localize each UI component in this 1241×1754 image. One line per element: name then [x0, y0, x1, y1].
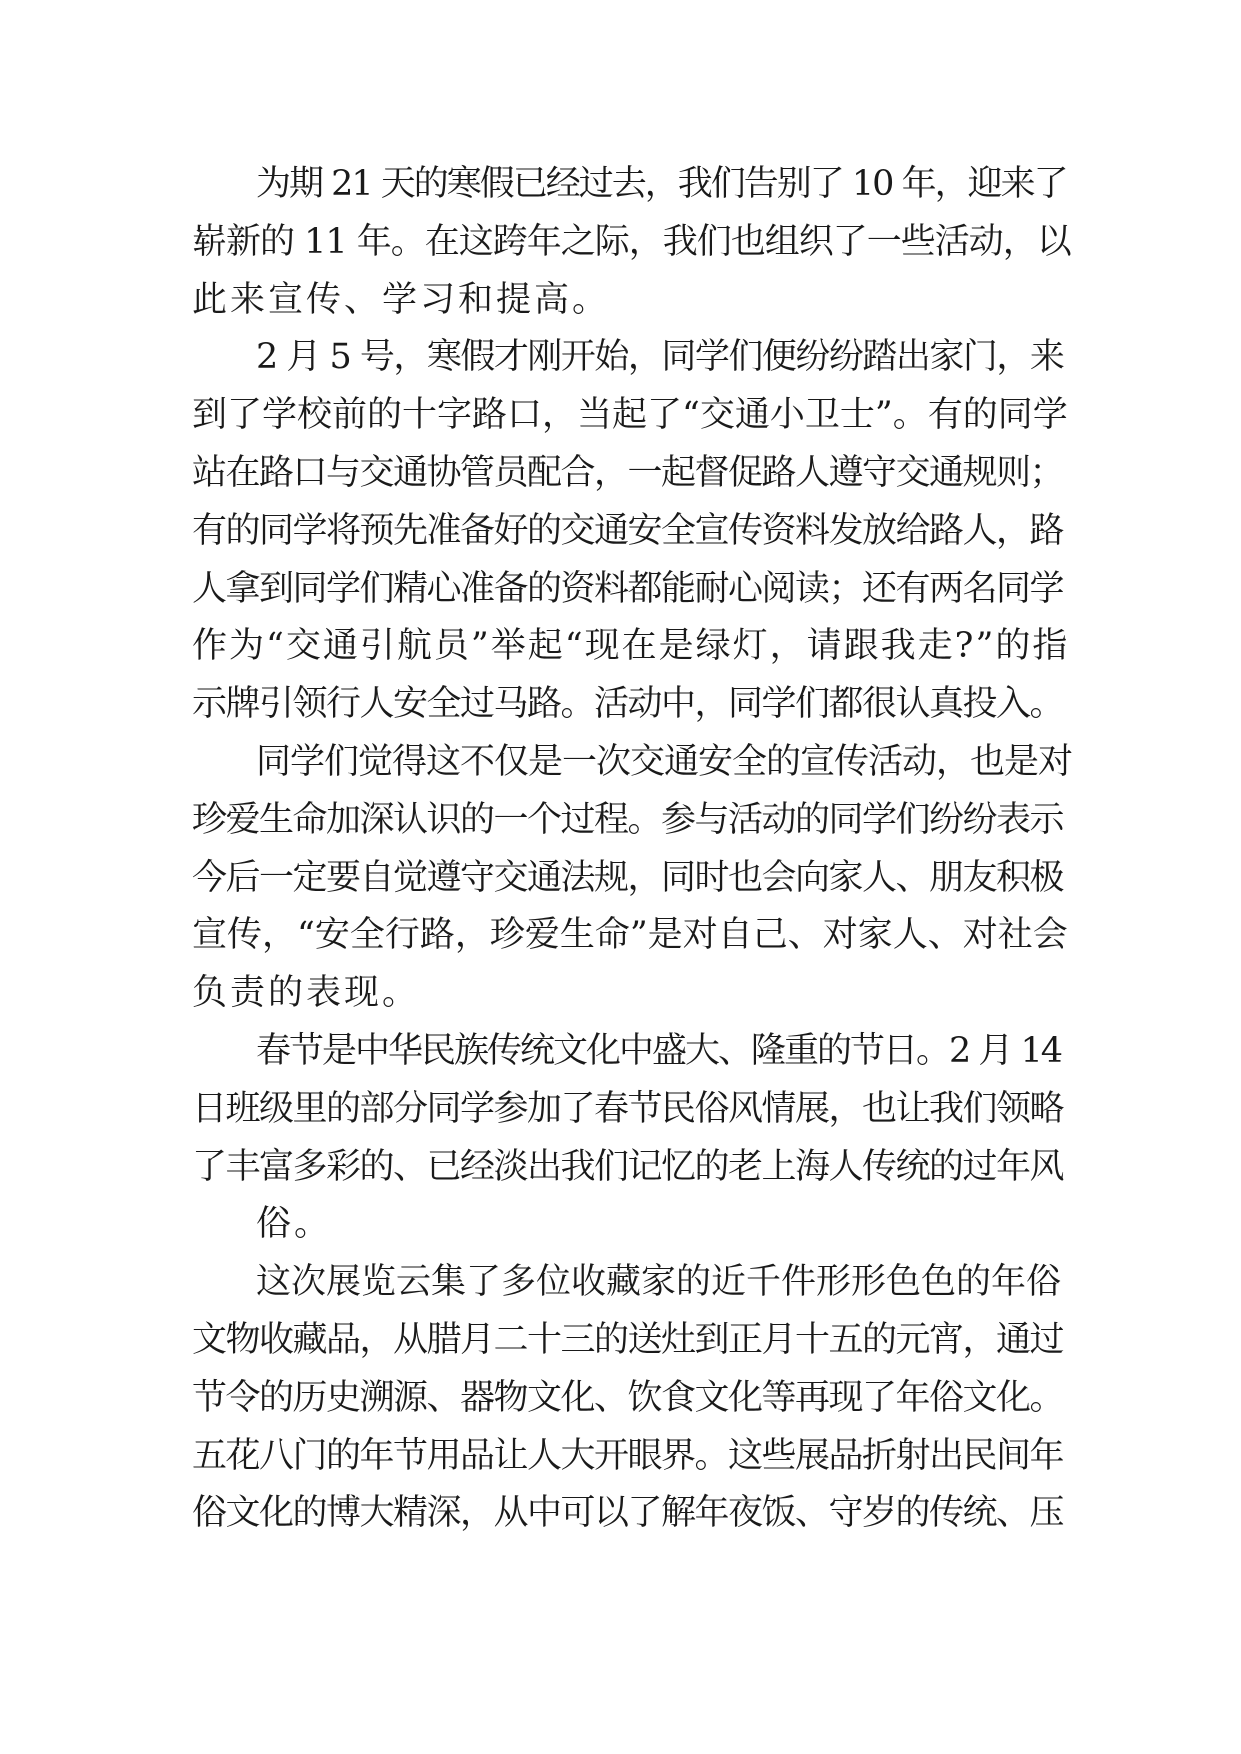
text-line: 俗文化的博大精深，从中可以了解年夜饭、守岁的传统、压: [192, 1493, 1064, 1534]
text-line: 站在路口与交通协管员配合，一起督促路人遵守交通规则；: [192, 452, 1064, 493]
text-line: 文物收藏品，从腊月二十三的送灶到正月十五的元宵，通过: [192, 1319, 1064, 1360]
text-line: 五花八门的年节用品让人大开眼界。这些展品折射出民间年: [192, 1435, 1064, 1476]
text-line: 宣传，“安全行路，珍爱生命”是对自己、对家人、对社会: [192, 915, 1068, 956]
text-line: 2 月 5 号，寒假才刚开始，同学们便纷纷踏出家门，来: [256, 337, 1064, 378]
body-text: [192, 156, 1072, 1543]
text-line: 同学们觉得这不仅是一次交通安全的宣传活动，也是对: [256, 741, 1073, 782]
text-line: 有的同学将预先准备好的交通安全宣传资料发放给路人，路: [192, 510, 1064, 551]
text-line: 此来宣传、学习和提高。: [192, 279, 611, 320]
text-line: 示牌引领行人安全过马路。活动中，同学们都很认真投入。: [192, 684, 1064, 725]
text-line: 节令的历史溯源、器物文化、饮食文化等再现了年俗文化。: [192, 1377, 1064, 1418]
text-line: 人拿到同学们精心准备的资料都能耐心阅读；还有两名同学: [192, 568, 1064, 609]
text-line: 到了学校前的十字路口，当起了“交通小卫士”。有的同学: [192, 395, 1068, 436]
text-line: 春节是中华民族传统文化中盛大、隆重的节日。2 月 14: [256, 1030, 1062, 1071]
text-line: 了丰富多彩的、已经淡出我们记忆的老上海人传统的过年风: [192, 1146, 1064, 1187]
text-line: 日班级里的部分同学参加了春节民俗风情展，也让我们领略: [192, 1088, 1064, 1129]
text-line: 为期 21 天的寒假已经过去，我们告别了 10 年，迎来了: [256, 164, 1067, 204]
text-line: 作为“交通引航员”举起“现在是绿灯，请跟我走?”的指: [192, 626, 1070, 667]
text-line: 俗。: [256, 1204, 333, 1245]
text-line: 今后一定要自觉遵守交通法规，同时也会向家人、朋友积极: [192, 857, 1064, 898]
text-line: 珍爱生命加深认识的一个过程。参与活动的同学们纷纷表示: [192, 799, 1064, 840]
text-line: 负责的表现。: [192, 973, 421, 1014]
text-line: 这次展览云集了多位收藏家的近千件形形色色的年俗: [256, 1262, 1062, 1303]
text-line: 崭新的 11 年。在这跨年之际，我们也组织了一些活动，以: [192, 221, 1071, 262]
